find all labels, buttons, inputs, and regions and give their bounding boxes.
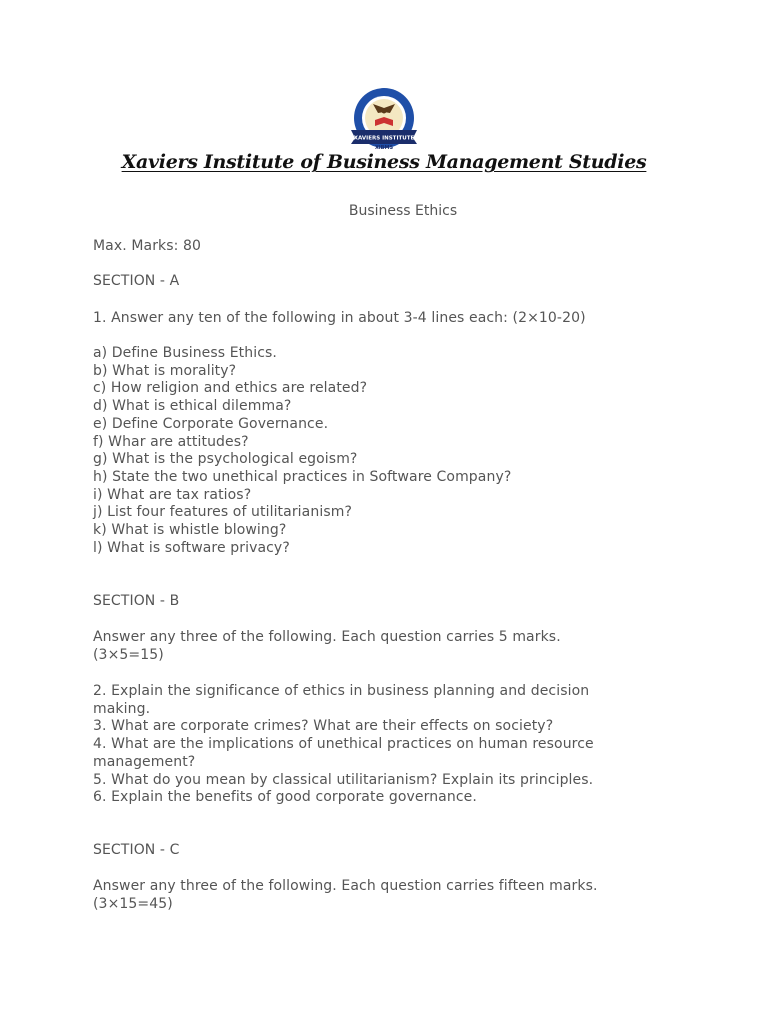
logo-banner-text: XAVIERS INSTITUTE xyxy=(353,135,415,142)
list-item: j) List four features of utilitarianism? xyxy=(93,504,352,521)
section-a-instruction-text: 1. Answer any ten of the following in about 3-4 lines each: (2×10-20) xyxy=(93,310,586,326)
list-item: e) Define Corporate Governance. xyxy=(93,415,329,432)
list-item: k) What is whistle blowing? xyxy=(93,522,287,539)
list-item: b) What is morality? xyxy=(93,362,237,379)
section-c-heading xyxy=(93,842,693,860)
list-item: 2. Explain the significance of ethics in business planning and decision xyxy=(93,683,590,699)
institute-logo xyxy=(343,86,425,154)
section-b-question-list xyxy=(93,683,693,807)
list-item: d) What is ethical dilemma? xyxy=(93,398,292,415)
list-item: 5. What do you mean by classical utilitarianism? Explain its principles. xyxy=(93,771,594,788)
section-b-heading-text: SECTION - B xyxy=(93,593,180,609)
section-b-instruction-line1: Answer any three of the following. Each question carries 5 marks. xyxy=(93,629,561,645)
max-marks-text: Max. Marks: 80 xyxy=(93,238,202,254)
section-c-heading-text: SECTION - C xyxy=(93,842,180,858)
institute-name: Xaviers Institute of Business Management Studies xyxy=(121,151,647,173)
list-item: making. xyxy=(93,700,151,717)
section-a-question-list xyxy=(93,345,693,557)
section-a-instruction xyxy=(93,310,693,328)
eagle-head-icon xyxy=(382,109,387,114)
section-c-instruction xyxy=(93,878,693,913)
section-b-instruction xyxy=(93,629,693,664)
section-c-instruction-line1: Answer any three of the following. Each question carries fifteen marks. xyxy=(93,878,598,894)
section-b-heading xyxy=(93,593,693,611)
section-a-heading xyxy=(93,273,693,291)
list-item: i) What are tax ratios? xyxy=(93,486,252,503)
list-item: management? xyxy=(93,753,196,770)
list-item: h) State the two unethical practices in Software Company? xyxy=(93,468,512,485)
list-item: 6. Explain the benefits of good corporate governance. xyxy=(93,789,477,806)
list-item: c) How religion and ethics are related? xyxy=(93,380,368,397)
list-item: f) Whar are attitudes? xyxy=(93,433,249,450)
logo-bottom-text: XIBMS xyxy=(374,145,394,151)
section-a-heading-text: SECTION - A xyxy=(93,273,180,289)
list-item: 4. What are the implications of unethical practices on human resource xyxy=(93,736,594,753)
list-item: 3. What are corporate crimes? What are their effects on society? xyxy=(93,718,554,735)
section-c-instruction-line2: (3×15=45) xyxy=(93,895,173,912)
list-item: l) What is software privacy? xyxy=(93,539,290,556)
section-b-instruction-line2: (3×5=15) xyxy=(93,646,164,663)
max-marks xyxy=(93,238,693,256)
list-item: g) What is the psychological egoism? xyxy=(93,451,358,468)
list-item: a) Define Business Ethics. xyxy=(93,345,277,361)
subject-title: Business Ethics xyxy=(348,203,458,219)
